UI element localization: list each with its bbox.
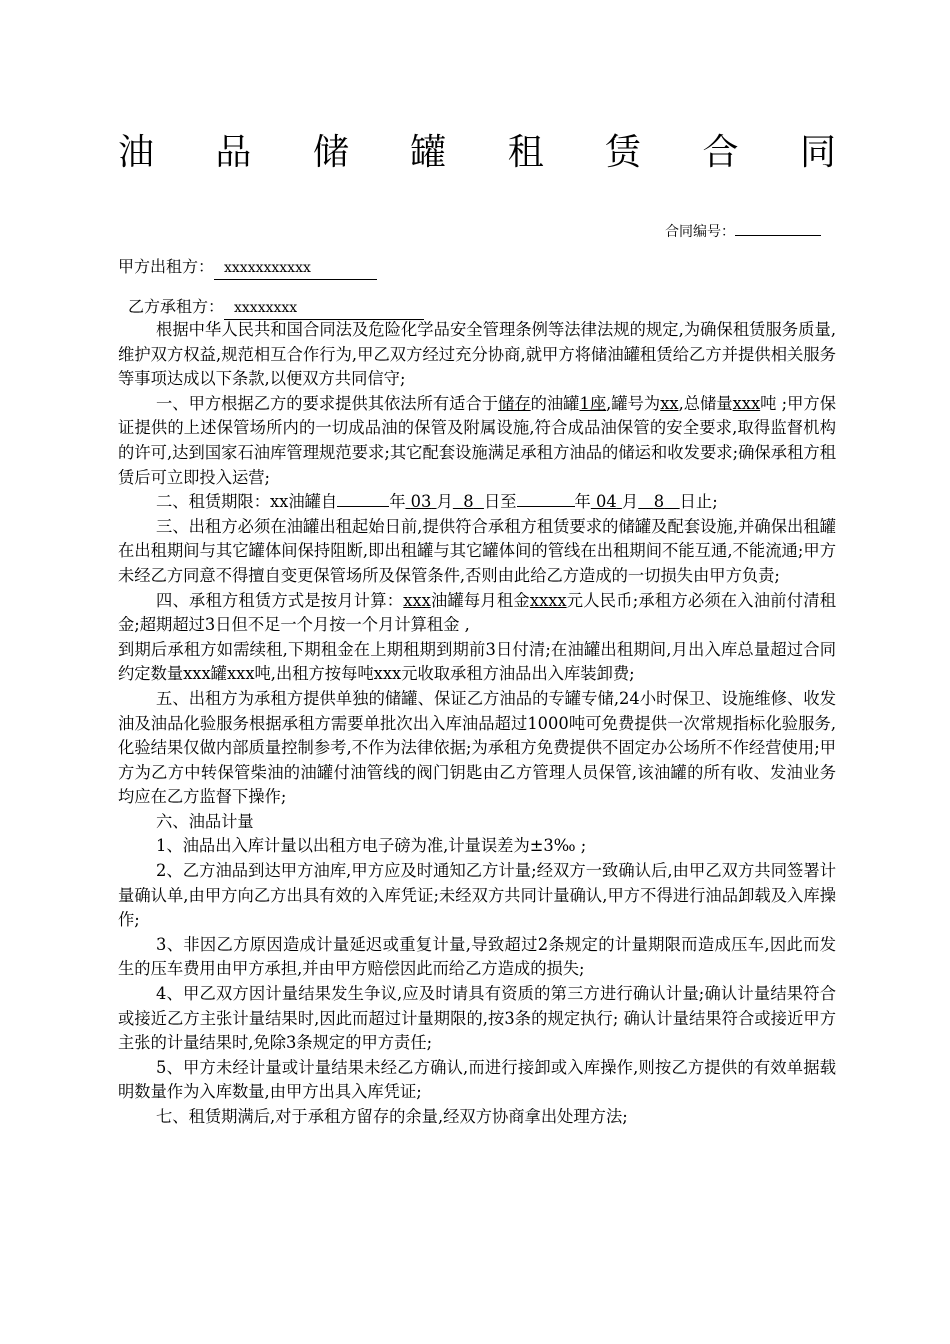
clause-4-text: 元人民币;承租方必须在入油前付清租金;超期超过3日但不足一个月按一个月计算租金 , xyxy=(118,590,836,635)
clause-6-item: 3、非因乙方原因造成计量延迟或重复计量,导致超过2条规定的计量期限而造成压车,因此而发生的压车费用由甲方承担,并由甲方赔偿因此而给乙方造成的损失; xyxy=(118,934,836,979)
clause-2-text: 日至 xyxy=(483,492,517,512)
clause-1 xyxy=(118,392,836,490)
contract-number xyxy=(665,220,821,242)
clause-4-text: 油罐每月租金 xyxy=(430,590,530,610)
party-a-line xyxy=(118,256,377,280)
title-char: 储 xyxy=(312,132,349,173)
clause-1-text: ,总储量 xyxy=(678,393,733,413)
title-char: 同 xyxy=(799,132,836,173)
clause-1-text: 的油罐 xyxy=(530,393,580,413)
clause-2 xyxy=(118,490,836,515)
end-month xyxy=(591,492,622,511)
contract-number-blank xyxy=(735,220,821,236)
start-day xyxy=(453,492,484,511)
clause-1-text: ,罐号为 xyxy=(606,393,661,413)
month-label: 月 xyxy=(436,492,453,512)
clause-6-item: 5、甲方未经计量或计量结果未经乙方确认,而进行接卸或入库操作,则按乙方提供的有效单据载明数量作为入库数量,由甲方出具入库凭证; xyxy=(118,1057,836,1102)
contract-title xyxy=(118,128,836,178)
start-month-value: 03 xyxy=(410,492,432,512)
party-b-value: xxxxxxxx xyxy=(224,297,424,320)
clause-6-item: 2、乙方油品到达甲方油库,甲方应及时通知乙方计量;经双方一致确认后,由甲乙双方共同签署计量确认单,由甲方向乙方出具有效的入库凭证;未经双方共同计量确认,甲方不得进行油品卸载及入库操作; xyxy=(118,861,836,930)
clause-3: 三、出租方必须在油罐出租起始日前,提供符合承租方租赁要求的储罐及配套设施,并确保出租罐在出租期间与其它罐体间保持阻断,即出租罐与其它罐体间的管线在出租期间不能互通,不能流通;甲方未经乙方同意不得擅自变更保管场所及保管条件,否则由此给乙方造成的一切损失由甲方负责; xyxy=(118,516,836,585)
start-year-blank xyxy=(337,490,389,507)
end-day-value: 8 xyxy=(653,492,665,512)
total-capacity: xxx xyxy=(732,393,761,413)
title-char: 罐 xyxy=(410,132,447,173)
title-char: 租 xyxy=(507,132,544,173)
clause-1-text: 吨 ;甲方保证提供的上述保管场所内的一切成品油的保管及附属设施,符合成品油保管的安全要求,取得监督机构的许可,达到国家石油库管理规范要求;其它配套设施满足承租方油品的储运和收发要求;确保承租方租赁后可立即投入运营; xyxy=(118,393,836,487)
title-char: 合 xyxy=(702,132,739,173)
title-char: 油 xyxy=(118,132,155,173)
end-day xyxy=(638,492,679,511)
contract-body xyxy=(118,318,836,1130)
party-b-line xyxy=(128,296,424,320)
clause-4 xyxy=(118,589,836,638)
party-b-label: 乙方承租方： xyxy=(128,297,225,316)
clause-4-cont: 到期后承租方如需续租,下期租金在上期租期到期前3日付清;在油罐出租期间,月出入库总量超过合同约定数量xxx罐xxx吨,出租方按每吨xxx元收取承租方油品出入库装卸费; xyxy=(118,639,836,684)
clause-7: 七、租赁期满后,对于承租方留存的余量,经双方协商拿出处理方法; xyxy=(156,1107,628,1126)
monthly-rent: xxxx xyxy=(529,590,567,610)
clause-2-text: 二、租赁期限：xx油罐自 xyxy=(156,492,338,512)
start-month xyxy=(405,492,436,511)
tank-number: xx xyxy=(660,393,679,413)
preamble: 根据中华人民共和国合同法及危险化学品安全管理条例等法律法规的规定,为确保租赁服务质量,维护双方权益,规范相互合作行为,甲乙双方经过充分协商,就甲方将储油罐租赁给乙方并提供相关服务等事项达成以下条款,以便双方共同信守; xyxy=(118,320,836,389)
end-month-value: 04 xyxy=(596,492,617,512)
month-label: 月 xyxy=(621,492,639,512)
contract-number-label: 合同编号： xyxy=(665,224,735,240)
title-char: 品 xyxy=(215,132,252,173)
title-char: 赁 xyxy=(605,132,642,173)
end-year-blank xyxy=(517,490,575,507)
clause-5: 五、出租方为承租方提供单独的储罐、保证乙方油品的专罐专储,24小时保卫、设施维修、收发油及油品化验服务根据承租方需要单批次出入库油品超过1000吨可免费提供一次常规指标化验服务,化验结果仅做内部质量控制参考,不作为法律依据;为承租方免费提供不固定办公场所不作经营使用;甲方为乙方中转保管柴油的油罐付油管线的阀门钥匙由乙方管理人员保管,该油罐的所有收、发油业务均应在乙方监督下操作; xyxy=(118,688,836,807)
storage-use: 储存 xyxy=(498,393,531,413)
clause-6-title: 六、油品计量 xyxy=(156,811,254,831)
clause-2-text: 日止; xyxy=(679,492,718,512)
clause-4-text: 四、承租方租赁方式是按月计算： xyxy=(156,590,404,610)
tank-count: 1座 xyxy=(579,393,607,413)
year-label: 年 xyxy=(574,492,591,512)
rent-tank: xxx xyxy=(403,590,431,610)
clause-1-text: 一、甲方根据乙方的要求提供其依法所有适合于 xyxy=(156,393,499,413)
party-a-label: 甲方出租方： xyxy=(118,257,215,276)
start-day-value: 8 xyxy=(463,492,474,512)
clause-6-item: 4、甲乙双方因计量结果发生争议,应及时请具有资质的第三方进行确认计量;确认计量结果符合或接近乙方主张计量结果时,因此而超过计量期限的,按3条的规定执行; 确认计量结果符合或接近甲方主张的计量结果时,免除3条规定的甲方责任; xyxy=(118,984,836,1053)
clause-6-item: 1、油品出入库计量以出租方电子磅为准,计量误差为±3‰ ; xyxy=(156,836,587,856)
party-a-value: xxxxxxxxxxx xyxy=(214,257,377,280)
year-label: 年 xyxy=(389,492,406,512)
